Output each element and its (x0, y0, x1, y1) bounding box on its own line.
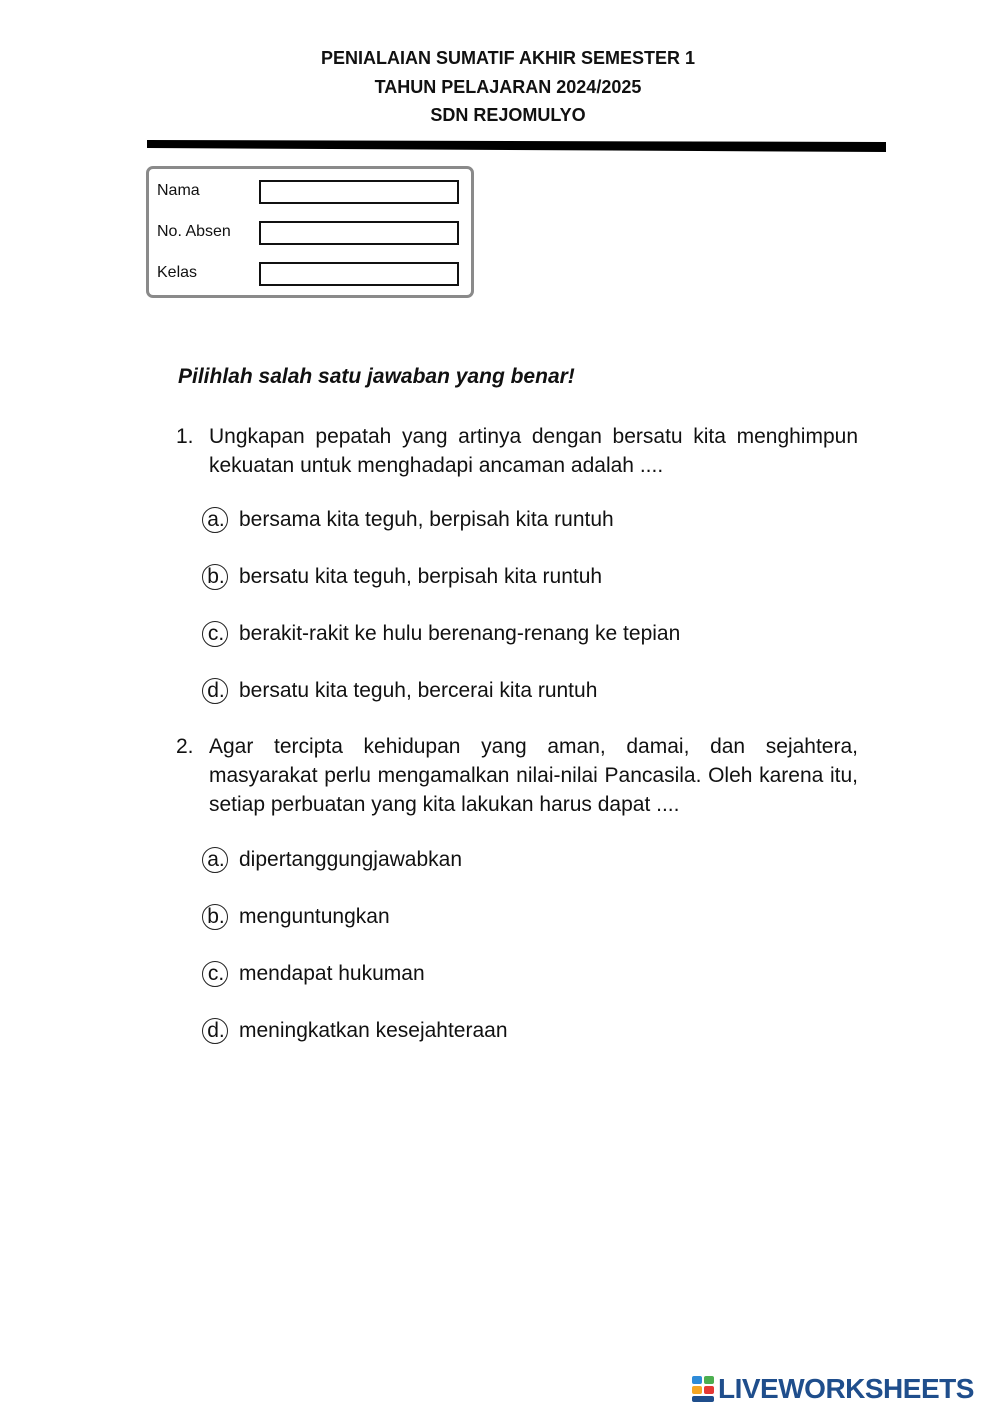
question-1-option-c[interactable] (201, 619, 680, 649)
question-text: Agar tercipta kehidupan yang aman, damai, dan sejahtera, masyarakat perlu mengamalkan nilai-nilai Pancasila. Oleh karena itu, setiap perbuatan yang kita lakukan harus dapat .... (209, 735, 858, 816)
option-letter-circle[interactable]: c. (201, 619, 231, 649)
student-identity-box (146, 166, 474, 298)
liveworksheets-brand (692, 1372, 974, 1406)
name-label: Nama (157, 182, 200, 199)
absen-input[interactable] (259, 221, 459, 245)
absen-label: No. Absen (157, 223, 231, 240)
brand-name: LIVEWORKSHEETS (718, 1373, 974, 1404)
question-text: Ungkapan pepatah yang artinya dengan bersatu kita menghimpun kekuatan untuk menghadapi ancaman adalah .... (209, 425, 858, 477)
header-title: PENIALAIAN SUMATIF AKHIR SEMESTER 1 (320, 48, 696, 68)
option-letter-circle[interactable]: a. (201, 845, 231, 875)
option-letter-circle[interactable]: c. (201, 959, 231, 989)
option-text: dipertanggungjawabkan (239, 848, 463, 871)
class-input[interactable] (259, 262, 459, 286)
option-letter-circle[interactable]: d. (201, 1016, 231, 1046)
question-1-option-a[interactable] (201, 505, 614, 535)
option-text: meningkatkan kesejahteraan (239, 1019, 508, 1042)
class-label: Kelas (157, 264, 198, 281)
option-letter-circle[interactable]: b. (201, 902, 231, 932)
option-letter-circle[interactable]: b. (201, 562, 231, 592)
question-2 (176, 732, 858, 819)
header-school-name: SDN REJOMULYO (430, 105, 586, 125)
option-text: bersatu kita teguh, berpisah kita runtuh (239, 565, 603, 588)
question-number: 2. (176, 735, 194, 758)
name-input[interactable] (259, 180, 459, 204)
question-1 (176, 422, 858, 480)
document-header (0, 44, 999, 130)
header-school-year: TAHUN PELAJARAN 2024/2025 (374, 76, 642, 97)
question-2-option-c[interactable] (201, 959, 425, 989)
question-1-option-d[interactable] (201, 676, 597, 706)
identity-row-class (149, 255, 471, 285)
option-text: berakit-rakit ke hulu berenang-renang ke tepian (239, 622, 681, 645)
question-1-option-b[interactable] (201, 562, 602, 592)
question-2-option-d[interactable] (201, 1016, 508, 1046)
question-2-option-b[interactable] (201, 902, 390, 932)
option-text: bersatu kita teguh, bercerai kita runtuh (239, 679, 598, 702)
option-letter-circle[interactable]: d. (201, 676, 231, 706)
question-2-option-a[interactable] (201, 845, 462, 875)
question-number: 1. (176, 425, 194, 448)
instruction-text: Pilihlah salah satu jawaban yang benar! (178, 365, 575, 388)
identity-row-absen (149, 214, 471, 244)
option-text: bersama kita teguh, berpisah kita runtuh (239, 508, 614, 531)
identity-row-name (149, 173, 471, 203)
liveworksheets-logo-icon (692, 1375, 716, 1403)
option-letter-circle[interactable]: a. (201, 505, 231, 535)
header-divider (147, 140, 886, 152)
option-text: menguntungkan (239, 905, 390, 928)
option-text: mendapat hukuman (239, 962, 425, 985)
